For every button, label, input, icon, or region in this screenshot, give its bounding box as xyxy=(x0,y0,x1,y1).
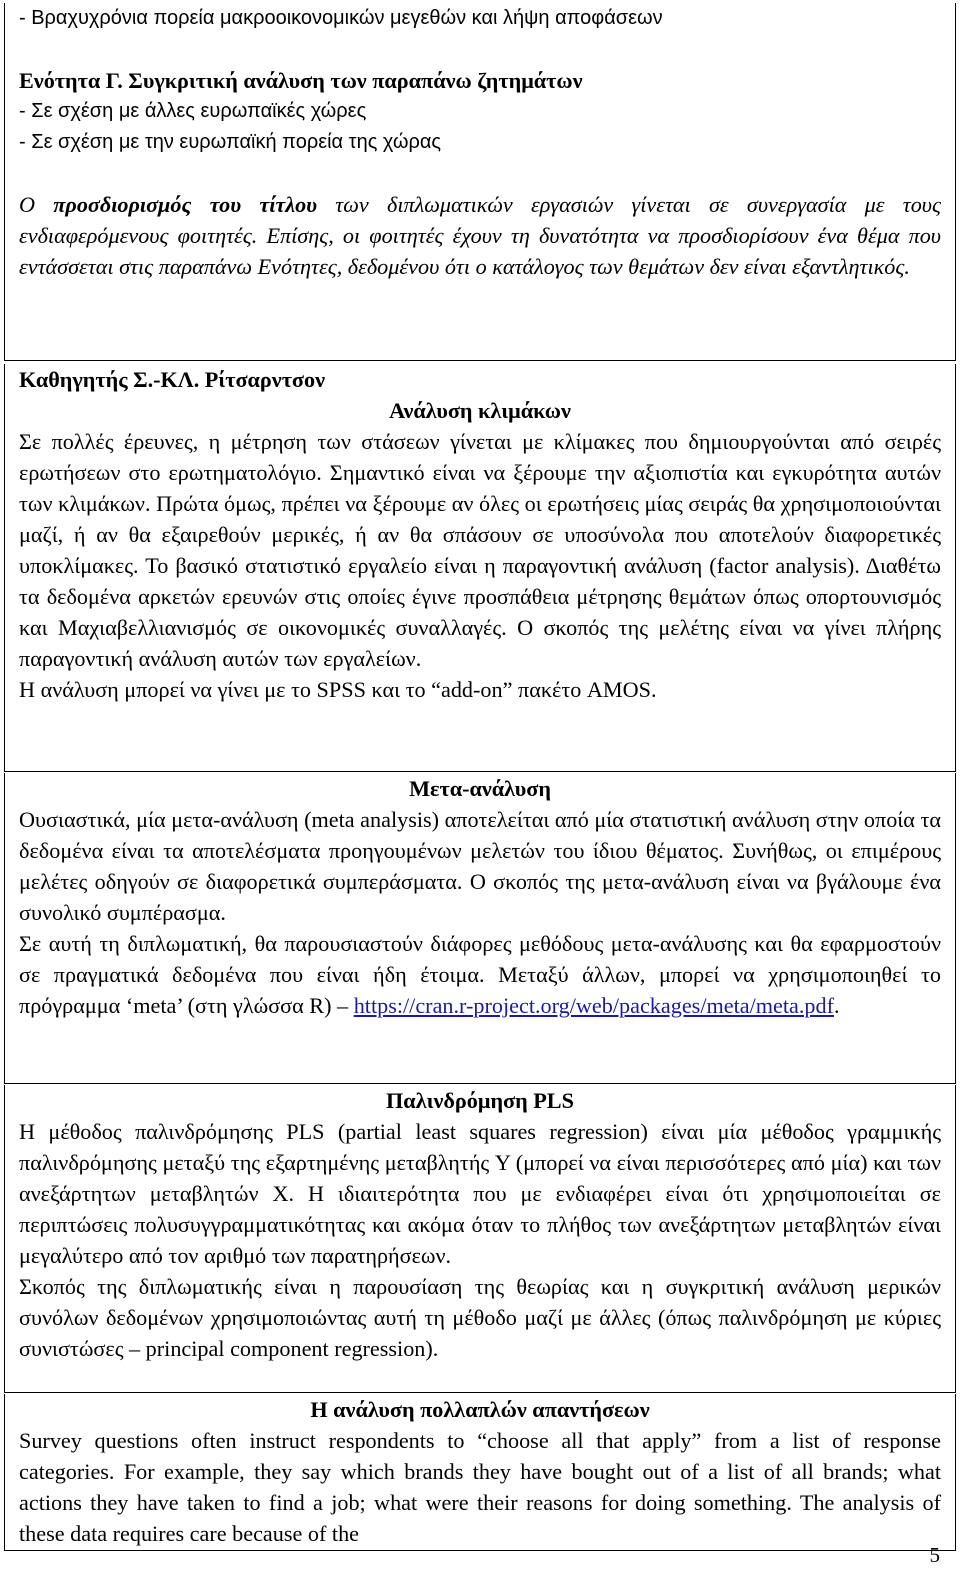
meta-analysis-cell xyxy=(4,773,956,1084)
topic-heading: Η ανάλυση πολλαπλών απαντήσεων xyxy=(310,1397,650,1422)
topic-paragraph xyxy=(19,928,941,1021)
topic-paragraph: Σε πολλές έρευνες, η μέτρηση των στάσεων γίνεται με κλίμακες που δημιουργούνται από σειρές ερωτήσεων στο ερωτηματολόγιο. Σημαντικό είναι να ξέρουμε την αξιοπιστία και εγκυρότητα αυτών των κλιμάκων. Πρώτα όμως, πρέπει να ξέρουμε αν όλες οι ερωτήσεις μίας σειράς θα χρησιμοποιούνται μαζί, ή αν θα εξαιρεθούν μερικές, ή αν θα σπάσουν σε υποσύνολα που αποτελούν διαφορετικές υποκλίμακες. Το βασικό στατιστικό εργαλείο είναι η παραγοντική ανάλυση (factor analysis). Διαθέτω τα δεδομένα αρκετών ερευνών στις οποίες έγινε προσπάθεια μέτρησης θεμάτων όπως οπορτουνισμός και Μαχιαβελλιανισμός σε οικονομικές συναλλαγές. Ο σκοπός της μελέτης είναι να γίνει πλήρης παραγοντική ανάλυση αυτών των εργαλείων. xyxy=(19,429,941,671)
topics-cell xyxy=(4,3,956,361)
section-title: Ενότητα Γ. Συγκριτική ανάλυση των παραπάνω ζητημάτων xyxy=(19,68,583,93)
topic-paragraph: Ουσιαστικά, μία μετα-ανάλυση (meta analysis) αποτελείται από μία στατιστική ανάλυση στην οποία τα δεδομένα είναι τα αποτελέσματα προηγουμένων μελετών του ίδιου θέματος. Συνήθως, οι επιμέρους μελέτες οδηγούν σε διαφορετικά συμπεράσματα. Ο σκοπός της μετα-ανάλυση είναι να βγάλουμε ένα συνολικό συμπέρασμα. xyxy=(19,807,941,925)
topic-heading: Παλινδρόμηση PLS xyxy=(386,1088,574,1113)
topic-line: - Βραχυχρόνια πορεία μακροοικονομικών μεγεθών και λήψη αποφάσεων xyxy=(19,7,663,29)
note-text: Ο xyxy=(19,192,54,217)
scale-analysis-cell xyxy=(4,364,956,772)
paragraph-text: Σε αυτή τη διπλωματική, θα παρουσιαστούν διάφορες μεθόδους μετα-ανάλυσης και θα εφαρμοστούν σε πραγματικά δεδομένα που είναι ήδη έτοιμα. Μεταξύ άλλων, μπορεί να χρησιμοποιηθεί το πρόγραμμα ‘meta’ (στη γλώσσα R) – xyxy=(19,931,941,1018)
title-note-paragraph xyxy=(19,189,941,282)
pls-regression-cell xyxy=(4,1085,956,1393)
note-text: των διπλωματικών εργασιών γίνεται σε συνεργασία με τους ενδιαφερόμενους φοιτητές. Επίσης, οι φοιτητές έχουν τη δυνατότητα να προσδιορίσουν ένα θέμα που εντάσσεται στις παραπάνω Ενότητες, δεδομένου ότι ο κατάλογος των θεμάτων δεν είναι εξαντλητικός. xyxy=(19,192,941,279)
spacer xyxy=(19,158,941,189)
topic-heading: Μετα-ανάλυση xyxy=(409,776,551,801)
spacer xyxy=(19,34,941,65)
note-bold-text: προσδιορισμός του τίτλου xyxy=(53,192,318,217)
multiple-response-cell xyxy=(4,1394,956,1551)
topic-paragraph: Σκοπός της διπλωματικής είναι η παρουσίαση της θεωρίας και η συγκριτική ανάλυση μερικών συνόλων δεδομένων χρησιμοποιώντας αυτή τη μέθοδο μαζί με άλλες (όπως παλινδρόμηση με κύριες συνιστώσες – principal component regression). xyxy=(19,1274,941,1361)
page-number: 5 xyxy=(929,1543,940,1567)
topic-paragraph: Η ανάλυση μπορεί να γίνει με το SPSS και το “add-on” πακέτο AMOS. xyxy=(19,677,657,702)
professor-name: Καθηγητής Σ.-ΚΛ. Ρίτσαρντσον xyxy=(19,367,326,392)
paragraph-text: . xyxy=(834,993,840,1018)
meta-package-link[interactable]: https://cran.r-project.org/web/packages/meta/meta.pdf xyxy=(353,993,835,1018)
topic-paragraph: Η μέθοδος παλινδρόμησης PLS (partial least squares regression) είναι μία μέθοδος γραμμικής παλινδρόμησης μεταξύ της εξαρτημένης μεταβλητής Y (μπορεί να είναι περισσότερες από μία) και των ανεξάρτητων μεταβλητών X. Η ιδιαιτερότητα που με ενδιαφέρει είναι ότι χρησιμοποιείται σε περιπτώσεις πολυσυγγραμματικότητας και ακόμα όταν το πλήθος των ανεξάρτητων μεταβλητών είναι μεγαλύτερο από τον αριθμό των παρατηρήσεων. xyxy=(19,1119,941,1268)
bullet-item: - Σε σχέση με άλλες ευρωπαϊκές χώρες xyxy=(19,100,367,122)
topic-paragraph: Survey questions often instruct respondents to “choose all that apply” from a list of response categories. For example, they say which brands they have bought out of a list of all brands; what actions they have taken to find a job; what were their reasons for doing something. The analysis of these data requires care because of the xyxy=(19,1428,941,1546)
topic-heading: Ανάλυση κλιμάκων xyxy=(389,398,571,423)
document-page xyxy=(4,0,956,1551)
bullet-item: - Σε σχέση με την ευρωπαϊκή πορεία της χώρας xyxy=(19,131,442,153)
